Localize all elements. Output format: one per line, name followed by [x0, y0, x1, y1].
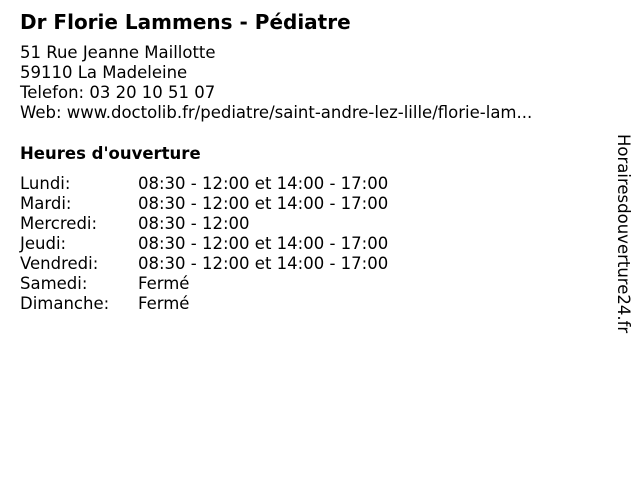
hours-day: Vendredi: — [20, 254, 99, 273]
hours-day: Lundi: — [20, 174, 71, 193]
hours-time: 08:30 - 12:00 et 14:00 - 17:00 — [138, 174, 389, 193]
hours-row-mercredi — [20, 214, 388, 234]
hours-row-jeudi — [20, 234, 388, 254]
hours-time: 08:30 - 12:00 et 14:00 - 17:00 — [138, 234, 389, 253]
hours-row-vendredi — [20, 254, 388, 274]
hours-day: Samedi: — [20, 274, 88, 293]
hours-row-mardi — [20, 194, 388, 214]
hours-row-lundi — [20, 174, 388, 194]
hours-time: Fermé — [138, 294, 190, 313]
hours-row-dimanche — [20, 294, 388, 314]
page-title: Dr Florie Lammens - Pédiatre — [20, 10, 351, 34]
city-postal: 59110 La Madeleine — [20, 63, 188, 82]
opening-hours-table — [20, 174, 388, 314]
hours-time: 08:30 - 12:00 — [138, 214, 250, 233]
website-link[interactable]: Web: www.doctolib.fr/pediatre/saint-andre-lez-lille/florie-lam... — [20, 103, 533, 122]
hours-day: Mardi: — [20, 194, 72, 213]
site-watermark: Horairesdouverture24.fr — [614, 134, 633, 334]
hours-time: Fermé — [138, 274, 190, 293]
hours-time: 08:30 - 12:00 et 14:00 - 17:00 — [138, 254, 389, 273]
address-block — [20, 43, 532, 123]
phone-number: Telefon: 03 20 10 51 07 — [20, 83, 216, 102]
hours-day: Jeudi: — [20, 234, 67, 253]
opening-hours-heading: Heures d'ouverture — [20, 144, 201, 163]
hours-day: Mercredi: — [20, 214, 98, 233]
hours-row-samedi — [20, 274, 388, 294]
hours-day: Dimanche: — [20, 294, 110, 313]
street-address: 51 Rue Jeanne Maillotte — [20, 43, 216, 62]
hours-time: 08:30 - 12:00 et 14:00 - 17:00 — [138, 194, 389, 213]
